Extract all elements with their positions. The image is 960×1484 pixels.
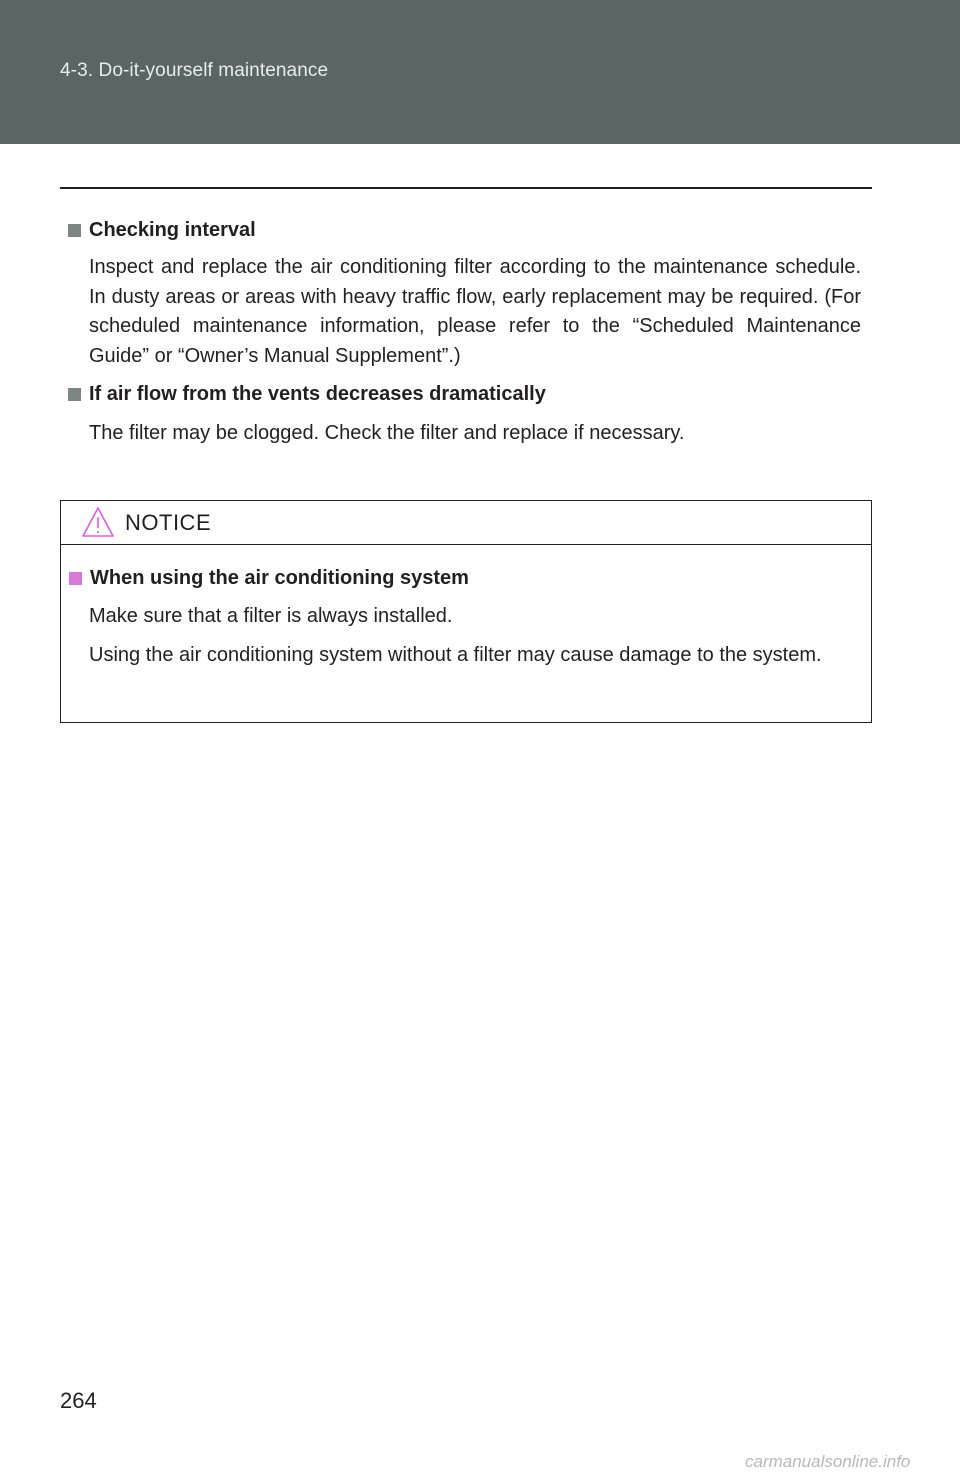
page-number: 264 [60, 1388, 97, 1413]
square-bullet-icon [69, 572, 82, 585]
notice-paragraph-1: Make sure that a filter is always installed. [89, 605, 453, 627]
notice-header [61, 501, 871, 545]
notice-box [60, 500, 872, 723]
header-band [0, 0, 960, 144]
heading-text: If air flow from the vents decreases dramatically [89, 383, 546, 405]
checking-interval-paragraph: Inspect and replace the air conditioning filter according to the maintenance schedule. In dusty areas or areas with heavy traffic flow, early replacement may be required. (For scheduled maintenance information, please refer to the “Scheduled Maintenance Guide” or “Owner’s Manual Supplement”.) [89, 256, 861, 367]
watermark: carmanualsonline.info [745, 1452, 911, 1471]
air-flow-paragraph: The filter may be clogged. Check the filter and replace if necessary. [89, 422, 685, 444]
warning-triangle-icon [81, 506, 115, 538]
section-title: 4-3. Do-it-yourself maintenance [60, 60, 329, 81]
heading-text: Checking interval [89, 219, 256, 241]
checking-interval-heading [68, 218, 256, 242]
heading-text: When using the air conditioning system [90, 567, 469, 589]
square-bullet-icon [68, 388, 81, 401]
notice-label: NOTICE [125, 510, 212, 535]
square-bullet-icon [68, 224, 81, 237]
notice-heading [69, 566, 469, 590]
top-rule [60, 187, 872, 189]
air-flow-heading [68, 382, 546, 406]
notice-paragraph-2: Using the air conditioning system without a filter may cause damage to the system. [89, 644, 822, 666]
